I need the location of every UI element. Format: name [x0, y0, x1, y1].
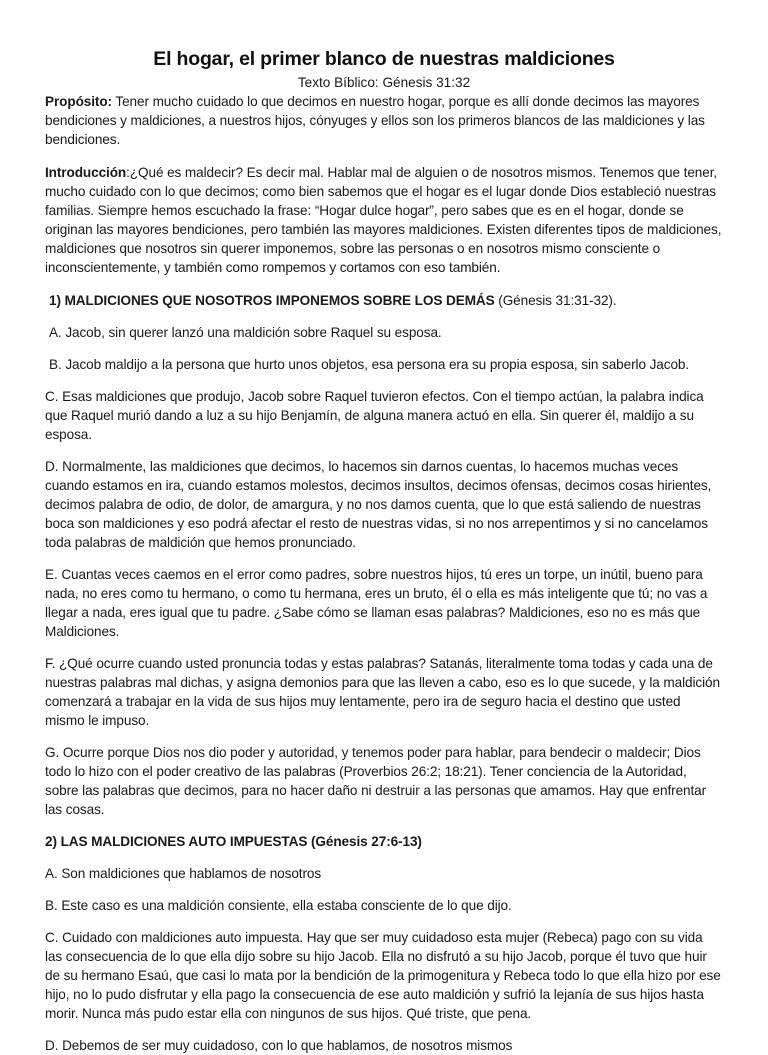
section-1-reference: (Génesis 31:31-32).: [494, 293, 617, 308]
section-1-title: 1) MALDICIONES QUE NOSOTROS IMPONEMOS SOBRE LOS DEMÁS: [49, 293, 495, 308]
purpose-text: Tener mucho cuidado lo que decimos en nuestro hogar, porque es allí donde decimos las mayores bendiciones y maldiciones, a nuestros hijos, cónyuges y ellos son los primeros blancos de las maldiciones y las bendiciones.: [45, 94, 705, 147]
section-1-item: F. ¿Qué ocurre cuando usted pronuncia todas y estas palabras? Satanás, literalmente toma todas y cada una de nuestras palabras mal dichas, y asigna demonios para que las lleven a cabo, eso es lo que sucede, y la maldición comenzará a trabajar en la vida de sus hijos muy lentamente, pero ira de seguro hacia el destino que usted mismo le impuso.: [45, 656, 720, 728]
section-1-item: G. Ocurre porque Dios nos dio poder y autoridad, y tenemos poder para hablar, para bendecir o maldecir; Dios todo lo hizo con el poder creativo de las palabras (Proverbios 26:2; 18:21). Tener conciencia de la Autoridad, sobre las palabras que decimos, para no hacer daño ni destruir a las personas que amamos. Hay que enfrentar las cosas.: [45, 745, 707, 817]
section-2-item: B. Este caso es una maldición consiente, ella estaba consciente de lo que dijo.: [45, 898, 512, 913]
section-1-item: A. Jacob, sin querer lanzó una maldición sobre Raquel su esposa.: [49, 325, 442, 340]
section-1-item: B. Jacob maldijo a la persona que hurto unos objetos, esa persona era su propia esposa, sin saberlo Jacob.: [49, 357, 690, 372]
section-1-heading: [45, 291, 723, 310]
document-title: El hogar, el primer blanco de nuestras maldiciones: [153, 48, 615, 70]
intro-label: Introducción: [45, 165, 127, 180]
section-2-heading: [45, 832, 723, 851]
intro-text: :¿Qué es maldecir? Es decir mal. Hablar mal de alguien o de nosotros mismos. Tenemos que tener, mucho cuidado con lo que decimos; como bien sabemos que el hogar es el lugar donde Dios estableció nuestras familias. Siempre hemos escuchado la frase: “Hogar dulce hogar”, pero sabes que es en el hogar, donde se originan las mayores bendiciones, pero también las mayores maldiciones. Existen diferentes tipos de maldiciones, maldiciones que nosotros sin querer imponemos, sobre las personas o en nosotros mismo consciente o inconscientemente, y también como rompemos y cortamos con eso también.: [45, 165, 722, 275]
section-1-item: E. Cuantas veces caemos en el error como padres, sobre nuestros hijos, tú eres un torpe, un inútil, bueno para nada, no eres como tu hermano, o como tu hermana, eres un bruto, él o ella es más inteligente que tú; no vas a llegar a nada, eres igual que tu padre. ¿Sabe cómo se llaman esas palabras? Maldiciones, eso no es más que Maldiciones.: [45, 567, 708, 639]
intro-paragraph: [45, 163, 723, 277]
purpose-paragraph: [45, 92, 723, 149]
section-2-item: C. Cuidado con maldiciones auto impuesta. Hay que ser muy cuidadoso esta mujer (Rebeca) pago con su vida las consecuencia de lo que ella dijo sobre su hijo Jacob. Ella no disfrutó a su hijo Jacob, porque él tuvo que huir de su hermano Esaú, que casi lo mata por la bendición de la primogenitura y Rebeca todo lo que ella hizo por ese hijo, no lo pudo disfrutar y ella pago la consecuencia de ese auto maldición y sufrió la lejanía de sus hijos hasta morir. Nunca más pudo estar ella con ningunos de sus hijos. Qué triste, que pena.: [45, 930, 721, 1021]
section-2-title: 2) LAS MALDICIONES AUTO IMPUESTAS (Génesis 27:6-13): [45, 834, 422, 849]
section-2-item: A. Son maldiciones que hablamos de nosotros: [45, 866, 322, 881]
bible-reference: Texto Bíblico: Génesis 31:32: [297, 75, 471, 90]
section-2-item: D. Debemos de ser muy cuidadoso, con lo que hablamos, de nosotros mismos: [45, 1038, 513, 1053]
purpose-label: Propósito:: [45, 94, 112, 109]
section-1-item: D. Normalmente, las maldiciones que decimos, lo hacemos sin darnos cuentas, lo hacemos muchas veces cuando estamos en ira, cuando estamos molestos, decimos insultos, decimos ofensas, decimos cosas hirientes, decimos palabra de odio, de dolor, de amargura, y no nos damos cuenta, que lo que está saliendo de nuestras boca son maldiciones y eso podrá afectar el resto de nuestras vidas, si no nos arrepentimos y si no cancelamos toda palabras de maldición que hemos pronunciado.: [45, 459, 712, 550]
section-1-item: C. Esas maldiciones que produjo, Jacob sobre Raquel tuvieron efectos. Con el tiempo actúan, la palabra indica que Raquel murió dando a luz a su hijo Benjamín, de alguna manera actuó en ella. Sin querer él, maldijo a su esposa.: [45, 389, 704, 442]
